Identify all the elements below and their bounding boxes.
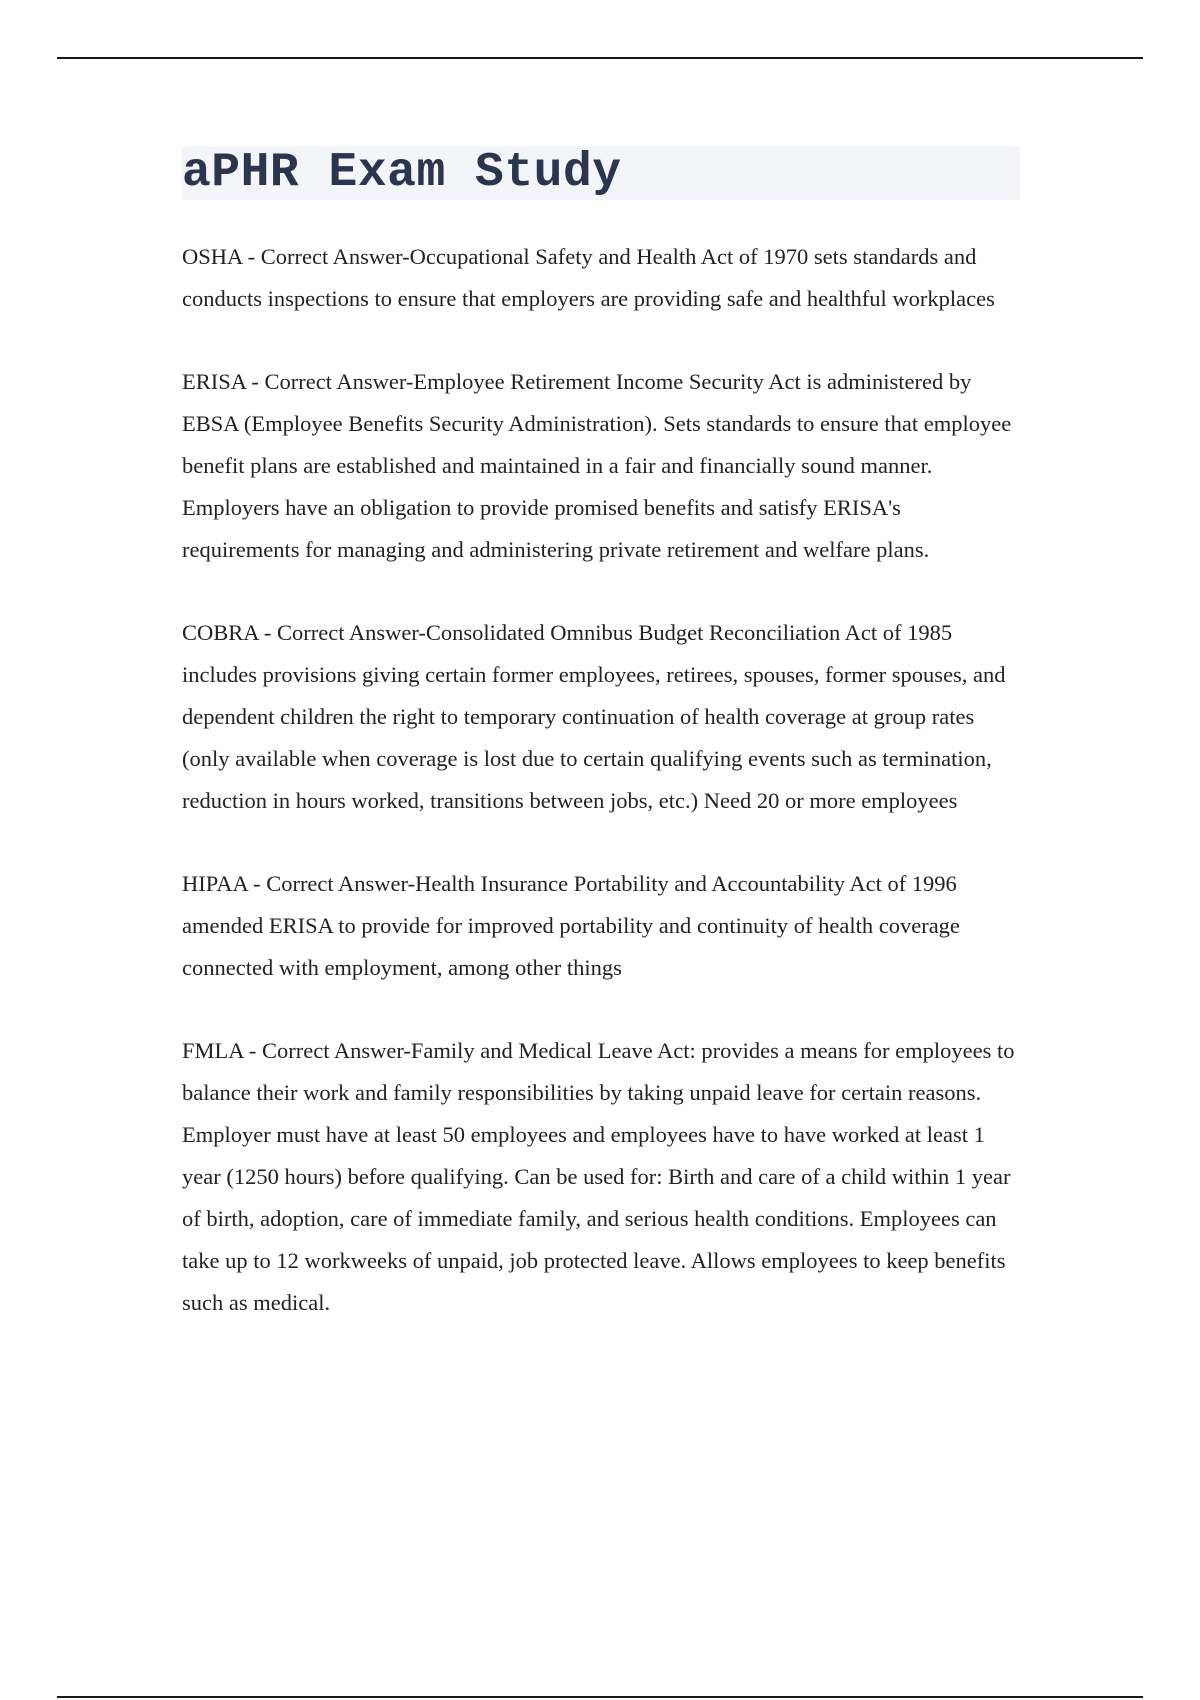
entry-fmla: FMLA - Correct Answer-Family and Medical Leave Act: provides a means for employees to balance their work and family responsibilities by taking unpaid leave for certain reasons. Employer must have at least 50 employees and employees have to have worked at least 1 year (1250 hours) before qualifying. Can be used for: Birth and care of a child within 1 year of birth, adoption, care of immediate family, and serious health conditions. Employees can take up to 12 workweeks of unpaid, job protected leave. Allows employees to keep benefits such as medical. — [182, 1038, 1015, 1315]
entry-hipaa: HIPAA - Correct Answer-Health Insurance Portability and Accountability Act of 1996 amended ERISA to provide for improved portability and continuity of health coverage connected with employment, among other things — [182, 871, 960, 980]
page-title: aPHR Exam Study — [182, 146, 622, 200]
top-rule — [57, 57, 1143, 59]
title-banner — [182, 146, 1020, 200]
entry-erisa: ERISA - Correct Answer-Employee Retirement Income Security Act is administered by EBSA (Employee Benefits Security Administration). Sets standards to ensure that employee benefit plans are established and maintained in a fair and financially sound manner. Employers have an obligation to provide promised benefits and satisfy ERISA's requirements for managing and administering private retirement and welfare plans. — [182, 369, 1012, 562]
bottom-rule — [57, 1696, 1143, 1698]
entry-cobra: COBRA - Correct Answer-Consolidated Omnibus Budget Reconciliation Act of 1985 includes provisions giving certain former employees, retirees, spouses, former spouses, and dependent children the right to temporary continuation of health coverage at group rates (only available when coverage is lost due to certain qualifying events such as termination, reduction in hours worked, transitions between jobs, etc.) Need 20 or more employees — [182, 620, 1006, 813]
entry-osha: OSHA - Correct Answer-Occupational Safety and Health Act of 1970 sets standards and conducts inspections to ensure that employers are providing safe and healthful workplaces — [182, 244, 995, 311]
document-body — [182, 146, 1020, 1365]
